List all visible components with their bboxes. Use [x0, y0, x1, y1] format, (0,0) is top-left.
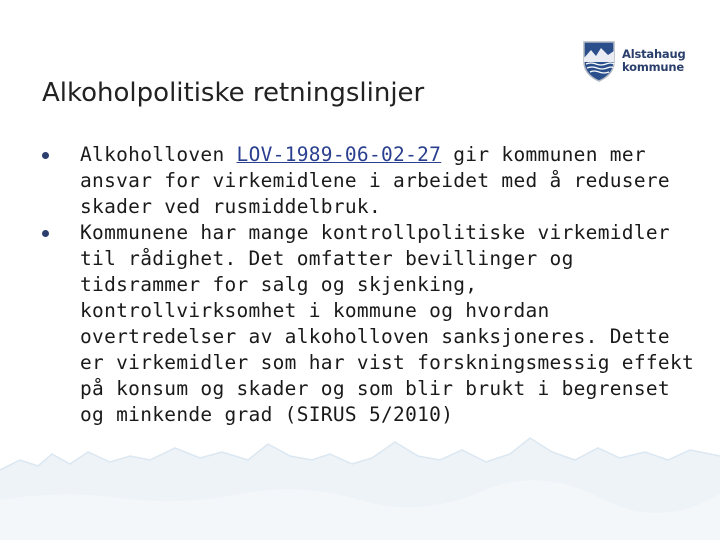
law-reference-link[interactable]: LOV-1989-06-02-27: [236, 143, 442, 166]
logo-line-2: kommune: [622, 60, 684, 74]
bullet-item-law: [42, 142, 702, 220]
logo-line-1: Alstahaug: [622, 47, 686, 61]
coat-of-arms-shield-icon: [582, 40, 616, 82]
bullet-dot-icon: [42, 152, 49, 159]
slide-title: Alkoholpolitiske retningslinjer: [42, 78, 425, 108]
logo-wordmark: [622, 48, 694, 74]
bullet-item-control-measures: [42, 220, 702, 428]
bullet-dot-icon: [42, 230, 49, 237]
bullet-list: [42, 142, 702, 428]
bullet-text: Kommunene har mange kontrollpolitiske virkemidler til rådighet. Det omfatter bevillinger og tidsrammer for salg og skjenking, kontrollvirksomhet i kommune og hvordan overtredelser av alkoholloven sanksjoneres. Dette er virkemidler som har vist forskningsmessig effekt på konsum og skader og som blir brukt i begrenset og minkende grad (SIRUS 5/2010): [80, 221, 695, 426]
bullet-text-before: Alkoholloven: [80, 143, 237, 166]
mountain-background-illustration: [0, 430, 720, 540]
bullet-text-after: gir kommunen mer ansvar for virkemidlene i arbeidet med å redusere skader ved rusmiddelbruk.: [80, 143, 670, 218]
municipality-logo: [582, 40, 692, 82]
